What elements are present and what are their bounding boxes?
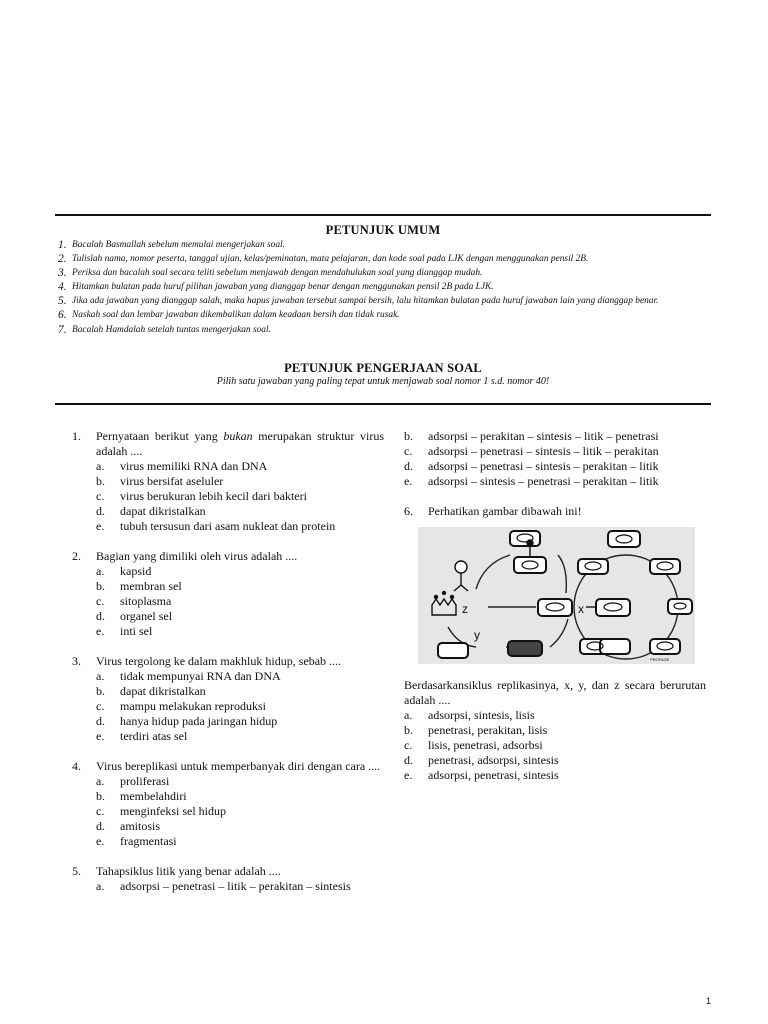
option-a [96,669,384,684]
option-text: sitoplasma [120,594,172,608]
option-label: e. [96,519,105,533]
option-label: a. [96,879,105,893]
option-c [96,489,384,504]
option-text: dapat dikristalkan [120,684,206,698]
page-number: 1 [706,996,712,1006]
option-e [96,519,384,534]
option-label: d. [96,609,105,623]
option-label: d. [96,714,105,728]
question-2 [72,549,384,639]
option-b [96,474,384,489]
item-text: Bacalah Basmallah sebelum memulai mengerjakan soal. [72,240,285,250]
option-label: d. [96,819,105,833]
option-text: adsorpsi – penetrasi – sintesis – perakitan – litik [428,459,659,473]
question-number: 2. [72,549,81,563]
item-number: 2. [58,253,67,266]
option-text: virus memiliki RNA dan DNA [120,459,268,473]
option-text: adsorpsi – penetrasi – sintesis – litik – perakitan [428,444,659,458]
option-text: adsorpsi – penetrasi – litik – perakitan – sintesis [120,879,351,893]
option-label: b. [96,789,105,803]
option-label: c. [404,444,413,458]
item-number: 6. [58,309,67,322]
item-text: Naskah soal dan lembar jawaban dikembalikan dalam keadaan bersih dan tidak rusak. [72,310,400,321]
list-item [58,240,708,252]
option-label: c. [404,738,413,752]
option-label: a. [96,774,105,788]
option-d [96,504,384,519]
question-text-part: Pernyataan berikut yang [96,429,224,443]
question-1 [72,429,384,534]
option-label: b. [96,474,105,488]
general-instructions-list [58,240,708,339]
label-x: x [578,602,584,616]
list-item [58,268,708,280]
item-number: 3. [58,267,67,280]
option-text: kapsid [120,564,152,578]
questions-left-column [72,429,384,909]
question-6 [404,504,706,783]
question-text [96,429,384,459]
section-divider [55,403,711,405]
option-text: menginfeksi sel hidup [120,804,226,818]
option-label: c. [96,594,105,608]
option-text: inti sel [120,624,153,638]
option-text: tidak mempunyai RNA dan DNA [120,669,281,683]
option-text: virus bersifat aseluler [120,474,224,488]
option-label: c. [96,699,105,713]
question-number: 6. [404,504,413,518]
item-text: Hitamkan bulatan pada huruf pilihan jawaban yang dianggap benar dengan menggunakan pensil 2B pada LJK. [72,282,494,293]
item-number: 4. [58,281,67,294]
work-instructions-title: PETUNJUK PENGERJAAN SOAL [284,361,482,375]
list-item [58,296,708,308]
option-d [96,819,384,834]
question-number: 5. [72,864,81,878]
option-text: membelahdiri [120,789,187,803]
option-label: d. [96,504,105,518]
option-e [96,624,384,639]
option-b [96,789,384,804]
answer-options [404,429,706,489]
answer-options [96,564,384,639]
answer-options [96,669,384,744]
question-number: 3. [72,654,81,668]
top-divider [55,214,711,216]
option-d [96,714,384,729]
option-b [96,684,384,699]
option-d [404,459,706,474]
option-b [404,429,706,444]
answer-options [96,879,384,894]
option-label: b. [96,684,105,698]
option-label: e. [96,624,105,638]
list-item [58,282,708,294]
option-a [96,459,384,474]
option-text: hanya hidup pada jaringan hidup [120,714,278,728]
option-text: adsorpsi – perakitan – sintesis – litik – penetrasi [428,429,659,443]
question-5-continued [404,429,706,489]
option-e [404,768,706,783]
question-text: Tahapsiklus litik yang benar adalah .... [96,864,281,878]
option-label: a. [96,669,105,683]
option-label: b. [96,579,105,593]
general-instructions-title: PETUNJUK UMUM [325,223,441,237]
option-text: organel sel [120,609,173,623]
list-item [58,254,708,266]
option-c [96,804,384,819]
option-label: e. [404,768,413,782]
option-a [96,564,384,579]
option-e [404,474,706,489]
list-item [58,325,708,337]
option-text: virus berukuran lebih kecil dari bakteri [120,489,307,503]
option-text: penetrasi, adsorpsi, sintesis [428,753,559,767]
option-d [96,609,384,624]
option-text: dapat dikristalkan [120,504,206,518]
option-text: lisis, penetrasi, adsorbsi [428,738,543,752]
question-emphasis: bukan [223,429,253,443]
item-number: 1. [58,239,67,251]
item-text: Periksa dan bacalah soal secara teliti sebelum menjawab dengan mendahulukan soal yang dianggap mudah. [72,268,483,279]
item-text: Tulislah nama, nomor peserta, tanggal ujian, kelas/peminatan, mata pelajaran, dan kode soal pada LJK dengan menggunakan pensil 2B. [72,254,589,265]
option-a [404,708,706,723]
work-instructions-subtitle: Pilih satu jawaban yang paling tepat untuk menjawab soal nomor 1 s.d. nomor 40! [216,376,550,387]
item-number: 7. [58,323,67,336]
option-a [96,879,384,894]
question-3 [72,654,384,744]
answer-options [96,459,384,534]
option-d [404,753,706,768]
option-b [404,723,706,738]
option-b [96,579,384,594]
item-number: 5. [58,295,67,308]
option-text: adsorpsi – sintesis – penetrasi – perakitan – litik [428,474,659,488]
option-label: d. [404,459,413,473]
option-label: a. [96,564,105,578]
question-text-part: merupakan struktur virus adalah .... [96,429,384,458]
label-z: z [462,602,468,616]
question-number: 1. [72,429,81,443]
option-label: c. [96,489,105,503]
option-text: tubuh tersusun dari asam nukleat dan protein [120,519,336,533]
option-label: b. [404,429,413,443]
item-text: Jika ada jawaban yang dianggap salah, maka hapus jawaban tersebut sampai bersih, lalu hitamkan bulatan pada huruf jawaban lain yang dianggap benar. [72,296,659,307]
option-c [96,594,384,609]
question-text: Bagian yang dimiliki oleh virus adalah .... [96,549,298,563]
option-c [404,738,706,753]
list-item [58,310,708,322]
question-text: Virus tergolong ke dalam makhluk hidup, sebab .... [96,654,342,668]
question-5 [72,864,384,894]
option-text: fragmentasi [120,834,177,848]
label-profage: PROFAGE [650,657,670,662]
option-a [96,774,384,789]
option-e [96,729,384,744]
question-4 [72,759,384,849]
option-label: d. [404,753,413,767]
answer-options [404,708,706,783]
option-text: proliferasi [120,774,170,788]
answer-options [96,774,384,849]
option-e [96,834,384,849]
option-text: penetrasi, perakitan, lisis [428,723,548,737]
option-label: e. [96,834,105,848]
option-label: a. [96,459,105,473]
question-text: Perhatikan gambar dibawah ini! [428,504,582,518]
item-text: Bacalah Hamdalah setelah tuntas mengerjakan soal. [72,324,271,335]
option-label: a. [404,708,413,722]
viral-replication-cycle-figure [418,527,695,664]
option-c [96,699,384,714]
option-c [404,444,706,459]
option-text: mampu melakukan reproduksi [120,699,266,713]
option-label: e. [96,729,105,743]
option-text: amitosis [120,819,161,833]
questions-right-column [404,429,706,783]
option-label: e. [404,474,413,488]
question-text: Virus bereplikasi untuk memperbanyak diri dengan cara .... [96,759,381,773]
option-text: adsorpsi, sintesis, lisis [428,708,535,722]
question-number: 4. [72,759,81,773]
label-y: y [474,628,480,642]
option-text: adsorpsi, penetrasi, sintesis [428,768,559,782]
option-label: c. [96,804,105,818]
option-label: b. [404,723,413,737]
question-stem: Berdasarkansiklus replikasinya, x, y, dan z secara berurutan adalah .... [404,678,706,707]
option-text: membran sel [120,579,182,593]
option-text: terdiri atas sel [120,729,188,743]
